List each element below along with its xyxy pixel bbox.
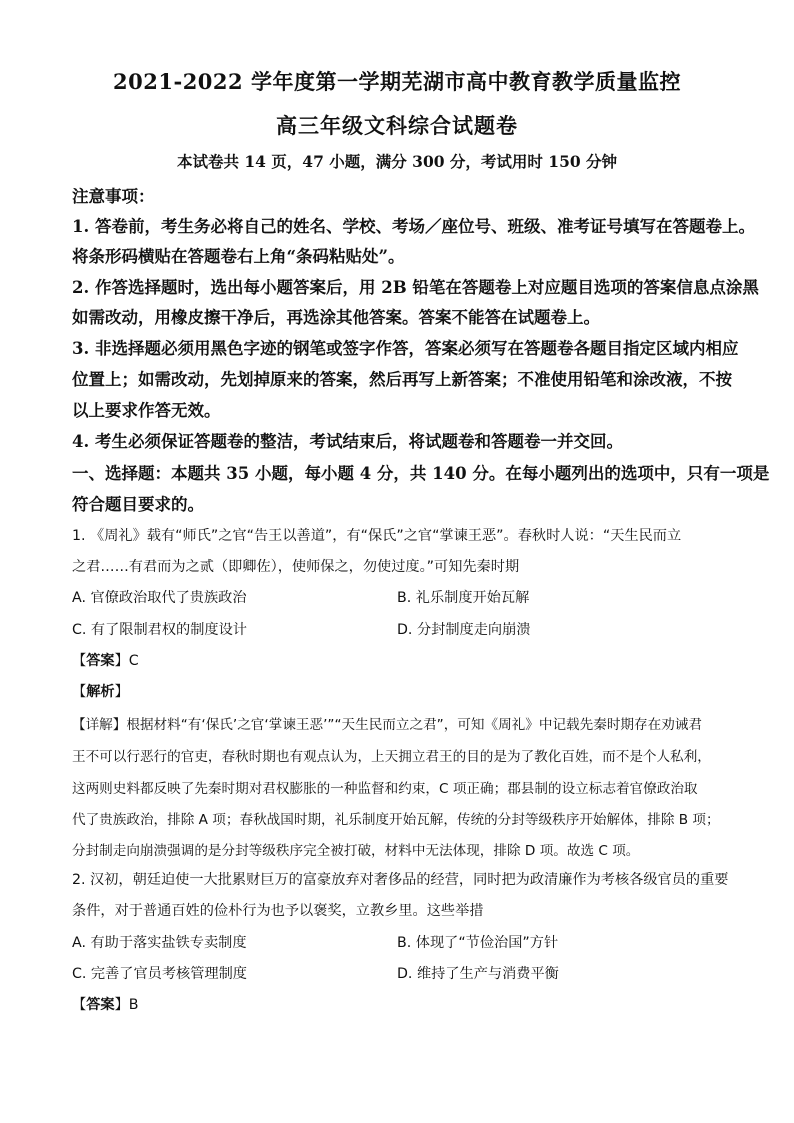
option-d: D. 维持了生产与消费平衡	[397, 966, 559, 982]
detail-text: 代了贵族政治，排除 A 项；春秋战国时期，礼乐制度开始瓦解，传统的分封等级秩序开始解体，排除 B 项；	[72, 812, 720, 828]
detail-text: 根据材料“有‘保氏’之官‘掌谏王恶’”“天生民而立之君”，可知《周礼》中记载先秦时期存在劝诫君	[126, 717, 702, 733]
question-stem: 条件，对于普通百姓的俭朴行为也予以褒奖，立教乡里。这些举措	[72, 903, 484, 919]
notice-line: 以上要求作答无效。	[72, 401, 221, 420]
option-b: B. 礼乐制度开始瓦解	[397, 590, 530, 606]
notice-line: 将条形码横贴在答题卷右上角“条码粘贴处”。	[72, 247, 405, 266]
option-c: C. 有了限制君权的制度设计	[72, 622, 247, 638]
option-d: D. 分封制度走向崩溃	[397, 622, 531, 638]
page-title: 2021-2022 学年度第一学期芜湖市高中教育教学质量监控	[113, 69, 681, 94]
option-b: B. 体现了“节俭治国”方针	[397, 935, 559, 951]
notice-line: 位置上；如需改动，先划掉原来的答案，然后再写上新答案；不准使用铅笔和涂改液，不按	[72, 370, 732, 389]
analysis-label: 解析	[86, 684, 115, 700]
detail-line: 【详解】根据材料“有‘保氏’之官‘掌谏王恶’”“天生民而立之君”，可知《周礼》中记载先秦时期存在劝诫君	[72, 717, 702, 733]
answer-line: 【答案】C	[72, 653, 139, 669]
exam-info: 本试卷共 14 页，47 小题，满分 300 分，考试用时 150 分钟	[176, 152, 618, 171]
notice-line: 1. 答卷前，考生务必将自己的姓名、学校、考场／座位号、班级、准考证号填写在答题卷上。	[72, 217, 755, 236]
page-subtitle: 高三年级文科综合试题卷	[276, 113, 518, 138]
detail-label: 详解	[85, 717, 113, 733]
option-a: A. 官僚政治取代了贵族政治	[72, 590, 247, 606]
answer-line: 【答案】B	[72, 997, 139, 1013]
notice-line: 3. 非选择题必须用黑色字迹的钢笔或签字作答，答案必须写在答题卷各题目指定区域内相应	[72, 339, 739, 358]
answer-label: 答案	[86, 997, 115, 1013]
question-stem: 1. 《周礼》载有“师氏”之官“告王以善道”，有“保氏”之官“掌谏王恶”。春秋时人说：“天生民而立	[72, 528, 682, 544]
section-heading: 一、选择题：本题共 35 小题，每小题 4 分，共 140 分。在每小题列出的选项中，只有一项是	[72, 464, 770, 483]
question-stem: 之君……有君而为之贰（即卿佐），使师保之，勿使过度。”可知先秦时期	[72, 559, 520, 575]
detail-text: 分封制走向崩溃强调的是分封等级秩序完全被打破，材料中无法体现，排除 D 项。故选 C 项。	[72, 843, 640, 859]
analysis-line: 【解析】	[72, 684, 129, 700]
detail-text: 这两则史料都反映了先秦时期对君权膨胀的一种监督和约束，C 项正确；郡县制的设立标志着官僚政治取	[72, 781, 698, 797]
section-heading: 符合题目要求的。	[72, 495, 204, 514]
question-stem: 2. 汉初，朝廷迫使一大批累财巨万的富豪放弃对奢侈品的经营，同时把为政清廉作为考核各级官员的重要	[72, 872, 729, 888]
answer-value: B	[128, 997, 139, 1013]
option-a: A. 有助于落实盐铁专卖制度	[72, 935, 247, 951]
notice-line: 2. 作答选择题时，选出每小题答案后，用 2B 铅笔在答题卷上对应题目选项的答案信息点涂黑	[72, 278, 759, 297]
notice-heading: 注意事项：	[72, 187, 155, 206]
notice-line: 如需改动，用橡皮擦干净后，再选涂其他答案。答案不能答在试题卷上。	[72, 308, 600, 327]
notice-line: 4. 考生必须保证答题卷的整洁，考试结束后，将试题卷和答题卷一并交回。	[72, 432, 623, 451]
answer-label: 答案	[86, 653, 115, 669]
option-c: C. 完善了官员考核管理制度	[72, 966, 247, 982]
detail-text: 王不可以行恶行的官吏，春秋时期也有观点认为，上天拥立君王的目的是为了教化百姓，而不是个人私利，	[72, 749, 711, 765]
answer-value: C	[128, 653, 139, 669]
